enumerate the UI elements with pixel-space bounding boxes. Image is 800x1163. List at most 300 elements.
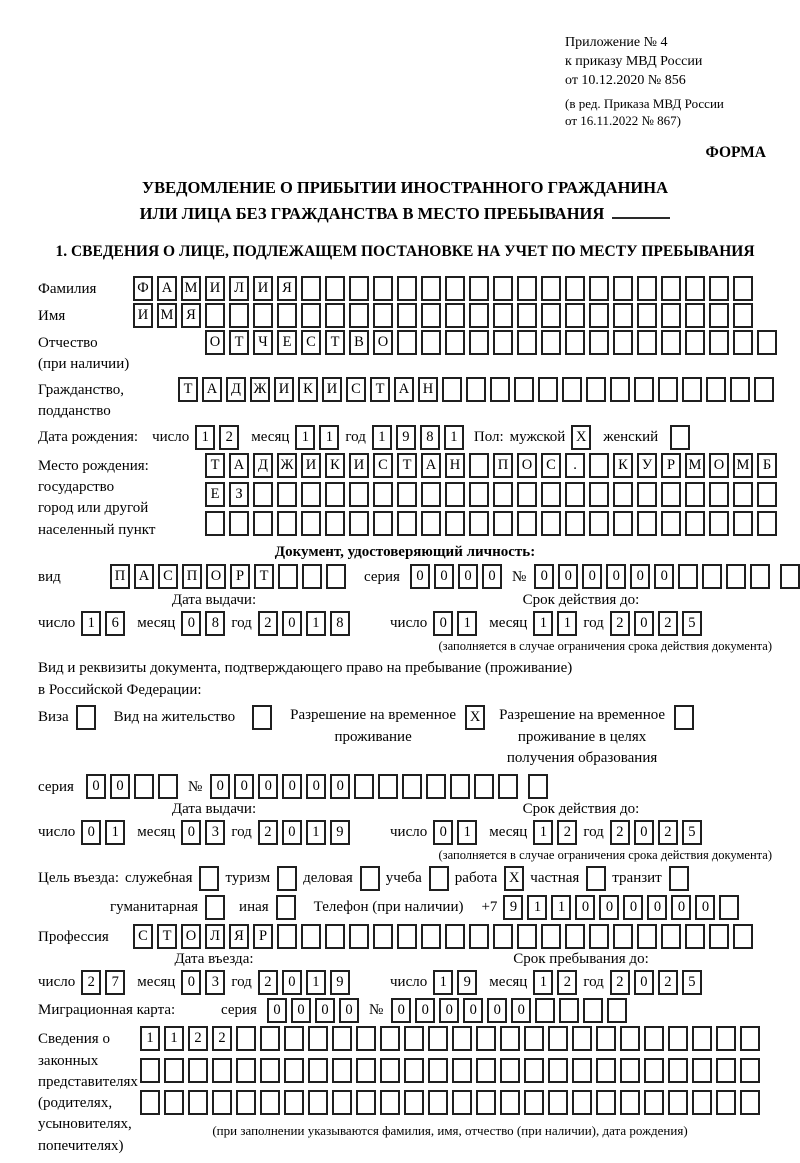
char-cell[interactable]: О [373,330,393,355]
char-cell[interactable]: 0 [415,998,435,1023]
char-cell[interactable] [212,1090,232,1115]
char-cell[interactable]: 0 [210,774,230,799]
char-cell[interactable] [637,511,657,536]
char-cell[interactable] [726,564,746,589]
char-cell[interactable] [164,1090,184,1115]
char-cell[interactable] [637,330,657,355]
char-cell[interactable]: Р [253,924,273,949]
char-cell[interactable] [229,303,249,328]
char-cell[interactable] [517,276,537,301]
char-cell[interactable] [428,1090,448,1115]
char-cell[interactable]: Р [661,453,681,478]
char-cell[interactable] [541,511,561,536]
char-cell[interactable] [442,377,462,402]
char-cell[interactable] [260,1026,280,1051]
char-cell[interactable]: Ч [253,330,273,355]
char-cell[interactable]: 2 [658,820,678,845]
char-cell[interactable]: Т [157,924,177,949]
char-cell[interactable] [421,276,441,301]
char-cell[interactable] [277,924,297,949]
char-cell[interactable] [308,1058,328,1083]
char-cell[interactable] [709,303,729,328]
char-cell[interactable] [373,924,393,949]
char-cell[interactable]: 0 [258,774,278,799]
char-cell[interactable] [373,511,393,536]
char-cell[interactable] [613,482,633,507]
char-cell[interactable] [733,482,753,507]
char-cell[interactable] [429,866,449,891]
char-cell[interactable]: И [205,276,225,301]
char-cell[interactable] [325,276,345,301]
char-cell[interactable]: 2 [188,1026,208,1051]
char-cell[interactable] [541,482,561,507]
char-cell[interactable]: М [181,276,201,301]
char-cell[interactable] [709,276,729,301]
char-cell[interactable] [469,303,489,328]
char-cell[interactable]: И [322,377,342,402]
char-cell[interactable]: 2 [658,611,678,636]
char-cell[interactable]: В [349,330,369,355]
char-cell[interactable]: Д [226,377,246,402]
char-cell[interactable] [397,924,417,949]
char-cell[interactable]: 0 [582,564,602,589]
char-cell[interactable]: Т [370,377,390,402]
char-cell[interactable] [354,774,374,799]
char-cell[interactable] [360,866,380,891]
char-cell[interactable]: Т [325,330,345,355]
char-cell[interactable]: К [325,453,345,478]
char-cell[interactable] [613,330,633,355]
char-cell[interactable]: 0 [282,820,302,845]
char-cell[interactable] [469,276,489,301]
char-cell[interactable]: 9 [330,970,350,995]
char-cell[interactable]: 1 [533,611,553,636]
char-cell[interactable]: О [709,453,729,478]
char-cell[interactable]: Я [277,276,297,301]
char-cell[interactable] [325,511,345,536]
char-cell[interactable]: Ф [133,276,153,301]
char-cell[interactable]: 1 [195,425,215,450]
char-cell[interactable] [252,705,272,730]
char-cell[interactable] [637,924,657,949]
char-cell[interactable] [469,511,489,536]
char-cell[interactable] [380,1026,400,1051]
char-cell[interactable]: Т [254,564,274,589]
char-cell[interactable] [733,330,753,355]
char-cell[interactable] [199,866,219,891]
char-cell[interactable] [445,482,465,507]
char-cell[interactable] [685,276,705,301]
char-cell[interactable]: 1 [457,820,477,845]
char-cell[interactable]: 0 [487,998,507,1023]
char-cell[interactable]: X [571,425,591,450]
char-cell[interactable] [76,705,96,730]
char-cell[interactable] [692,1058,712,1083]
char-cell[interactable]: 0 [623,895,643,920]
char-cell[interactable] [284,1058,304,1083]
char-cell[interactable] [685,511,705,536]
char-cell[interactable]: 1 [319,425,339,450]
char-cell[interactable] [709,511,729,536]
char-cell[interactable] [644,1026,664,1051]
char-cell[interactable] [349,482,369,507]
char-cell[interactable] [445,924,465,949]
char-cell[interactable]: 9 [396,425,416,450]
char-cell[interactable] [517,330,537,355]
char-cell[interactable] [445,303,465,328]
char-cell[interactable] [188,1090,208,1115]
char-cell[interactable] [380,1058,400,1083]
char-cell[interactable] [596,1058,616,1083]
char-cell[interactable]: 0 [558,564,578,589]
char-cell[interactable] [325,482,345,507]
char-cell[interactable] [277,511,297,536]
char-cell[interactable] [356,1058,376,1083]
char-cell[interactable]: 0 [267,998,287,1023]
char-cell[interactable]: С [158,564,178,589]
char-cell[interactable]: 1 [105,820,125,845]
char-cell[interactable] [236,1058,256,1083]
char-cell[interactable] [572,1058,592,1083]
char-cell[interactable] [565,276,585,301]
char-cell[interactable] [397,330,417,355]
char-cell[interactable] [421,511,441,536]
char-cell[interactable]: 0 [181,970,201,995]
char-cell[interactable] [301,482,321,507]
char-cell[interactable] [559,998,579,1023]
char-cell[interactable] [493,511,513,536]
char-cell[interactable] [572,1090,592,1115]
char-cell[interactable]: . [565,453,585,478]
char-cell[interactable] [661,276,681,301]
char-cell[interactable] [356,1090,376,1115]
char-cell[interactable] [733,276,753,301]
char-cell[interactable]: 1 [306,820,326,845]
char-cell[interactable]: 0 [86,774,106,799]
char-cell[interactable] [661,303,681,328]
char-cell[interactable] [668,1090,688,1115]
char-cell[interactable]: 2 [610,820,630,845]
char-cell[interactable] [140,1058,160,1083]
char-cell[interactable] [524,1058,544,1083]
char-cell[interactable] [565,303,585,328]
char-cell[interactable] [402,774,422,799]
char-cell[interactable]: 0 [315,998,335,1023]
char-cell[interactable] [750,564,770,589]
char-cell[interactable]: О [181,924,201,949]
char-cell[interactable] [397,303,417,328]
char-cell[interactable]: О [206,564,226,589]
char-cell[interactable]: Т [229,330,249,355]
char-cell[interactable] [349,511,369,536]
char-cell[interactable] [668,1058,688,1083]
char-cell[interactable] [589,303,609,328]
char-cell[interactable] [678,564,698,589]
char-cell[interactable] [301,276,321,301]
char-cell[interactable]: И [274,377,294,402]
char-cell[interactable]: С [301,330,321,355]
char-cell[interactable] [572,1026,592,1051]
char-cell[interactable]: А [134,564,154,589]
char-cell[interactable] [452,1090,472,1115]
char-cell[interactable]: 2 [557,970,577,995]
char-cell[interactable]: А [157,276,177,301]
char-cell[interactable] [682,377,702,402]
char-cell[interactable] [685,330,705,355]
char-cell[interactable] [685,924,705,949]
char-cell[interactable]: 3 [205,970,225,995]
char-cell[interactable] [692,1090,712,1115]
char-cell[interactable] [637,482,657,507]
char-cell[interactable] [236,1090,256,1115]
char-cell[interactable] [493,276,513,301]
char-cell[interactable]: 1 [533,970,553,995]
char-cell[interactable]: 0 [410,564,430,589]
char-cell[interactable]: 1 [306,611,326,636]
char-cell[interactable]: 1 [457,611,477,636]
char-cell[interactable]: 0 [695,895,715,920]
char-cell[interactable]: 1 [527,895,547,920]
char-cell[interactable]: С [541,453,561,478]
char-cell[interactable] [517,482,537,507]
char-cell[interactable] [421,924,441,949]
char-cell[interactable] [276,895,296,920]
char-cell[interactable] [284,1090,304,1115]
char-cell[interactable]: К [298,377,318,402]
char-cell[interactable] [445,330,465,355]
char-cell[interactable] [301,924,321,949]
char-cell[interactable] [277,866,297,891]
char-cell[interactable] [674,705,694,730]
char-cell[interactable] [780,564,800,589]
char-cell[interactable] [613,276,633,301]
char-cell[interactable] [613,511,633,536]
char-cell[interactable] [349,276,369,301]
char-cell[interactable] [404,1026,424,1051]
char-cell[interactable]: 2 [258,611,278,636]
char-cell[interactable]: 2 [81,970,101,995]
char-cell[interactable]: X [504,866,524,891]
char-cell[interactable]: 0 [282,611,302,636]
char-cell[interactable]: 0 [234,774,254,799]
char-cell[interactable] [498,774,518,799]
char-cell[interactable]: 0 [463,998,483,1023]
char-cell[interactable] [644,1090,664,1115]
char-cell[interactable]: 0 [647,895,667,920]
char-cell[interactable] [586,866,606,891]
char-cell[interactable]: 0 [181,611,201,636]
char-cell[interactable]: Л [229,276,249,301]
char-cell[interactable] [541,330,561,355]
char-cell[interactable]: 1 [81,611,101,636]
char-cell[interactable] [637,303,657,328]
char-cell[interactable] [620,1090,640,1115]
char-cell[interactable]: 0 [439,998,459,1023]
char-cell[interactable] [589,276,609,301]
char-cell[interactable]: 9 [330,820,350,845]
char-cell[interactable] [421,482,441,507]
char-cell[interactable] [583,998,603,1023]
char-cell[interactable]: Е [277,330,297,355]
char-cell[interactable] [589,482,609,507]
char-cell[interactable]: Ж [277,453,297,478]
char-cell[interactable] [380,1090,400,1115]
char-cell[interactable] [613,924,633,949]
char-cell[interactable] [620,1026,640,1051]
char-cell[interactable] [426,774,446,799]
char-cell[interactable] [685,303,705,328]
char-cell[interactable] [548,1090,568,1115]
char-cell[interactable] [308,1026,328,1051]
char-cell[interactable]: 0 [654,564,674,589]
char-cell[interactable] [757,511,777,536]
char-cell[interactable] [469,482,489,507]
char-cell[interactable]: 0 [181,820,201,845]
char-cell[interactable] [450,774,470,799]
char-cell[interactable]: Т [397,453,417,478]
char-cell[interactable] [661,482,681,507]
char-cell[interactable] [709,330,729,355]
char-cell[interactable] [349,924,369,949]
char-cell[interactable]: 1 [295,425,315,450]
char-cell[interactable] [548,1058,568,1083]
char-cell[interactable] [332,1026,352,1051]
char-cell[interactable] [253,303,273,328]
char-cell[interactable] [685,482,705,507]
char-cell[interactable]: 9 [457,970,477,995]
char-cell[interactable] [596,1026,616,1051]
char-cell[interactable] [607,998,627,1023]
char-cell[interactable]: П [493,453,513,478]
char-cell[interactable]: Н [418,377,438,402]
char-cell[interactable]: 0 [606,564,626,589]
char-cell[interactable] [349,303,369,328]
char-cell[interactable] [373,482,393,507]
char-cell[interactable] [541,303,561,328]
char-cell[interactable] [356,1026,376,1051]
char-cell[interactable]: 0 [511,998,531,1023]
char-cell[interactable]: 5 [682,611,702,636]
char-cell[interactable]: 1 [551,895,571,920]
char-cell[interactable]: 0 [434,564,454,589]
char-cell[interactable] [260,1058,280,1083]
char-cell[interactable]: С [346,377,366,402]
char-cell[interactable] [493,330,513,355]
char-cell[interactable] [404,1058,424,1083]
char-cell[interactable]: Ж [250,377,270,402]
char-cell[interactable]: 5 [682,970,702,995]
char-cell[interactable]: 0 [482,564,502,589]
char-cell[interactable] [466,377,486,402]
char-cell[interactable]: 0 [282,774,302,799]
char-cell[interactable]: 1 [444,425,464,450]
char-cell[interactable]: 2 [258,970,278,995]
char-cell[interactable]: 0 [634,970,654,995]
char-cell[interactable]: 0 [433,820,453,845]
char-cell[interactable]: 1 [372,425,392,450]
char-cell[interactable] [212,1058,232,1083]
char-cell[interactable]: 0 [391,998,411,1023]
char-cell[interactable]: Л [205,924,225,949]
char-cell[interactable] [205,303,225,328]
char-cell[interactable] [326,564,346,589]
char-cell[interactable] [500,1090,520,1115]
char-cell[interactable]: Н [445,453,465,478]
char-cell[interactable]: З [229,482,249,507]
char-cell[interactable] [757,482,777,507]
char-cell[interactable]: 0 [291,998,311,1023]
char-cell[interactable] [634,377,654,402]
char-cell[interactable] [658,377,678,402]
char-cell[interactable] [469,453,489,478]
char-cell[interactable]: М [157,303,177,328]
char-cell[interactable]: X [465,705,485,730]
char-cell[interactable] [517,511,537,536]
char-cell[interactable]: 6 [105,611,125,636]
char-cell[interactable] [740,1090,760,1115]
char-cell[interactable]: И [133,303,153,328]
char-cell[interactable]: 0 [630,564,650,589]
char-cell[interactable] [610,377,630,402]
char-cell[interactable]: 2 [219,425,239,450]
char-cell[interactable]: 2 [658,970,678,995]
char-cell[interactable]: 2 [557,820,577,845]
char-cell[interactable] [589,511,609,536]
char-cell[interactable] [474,774,494,799]
char-cell[interactable] [140,1090,160,1115]
char-cell[interactable] [476,1090,496,1115]
char-cell[interactable]: 3 [205,820,225,845]
char-cell[interactable]: А [229,453,249,478]
char-cell[interactable] [538,377,558,402]
char-cell[interactable]: М [733,453,753,478]
char-cell[interactable] [514,377,534,402]
char-cell[interactable] [706,377,726,402]
char-cell[interactable]: 5 [682,820,702,845]
char-cell[interactable]: С [133,924,153,949]
char-cell[interactable] [452,1058,472,1083]
char-cell[interactable] [493,482,513,507]
char-cell[interactable]: 9 [503,895,523,920]
char-cell[interactable]: 0 [458,564,478,589]
char-cell[interactable] [733,303,753,328]
char-cell[interactable] [428,1058,448,1083]
char-cell[interactable] [445,276,465,301]
char-cell[interactable]: 1 [140,1026,160,1051]
char-cell[interactable]: 0 [534,564,554,589]
char-cell[interactable]: О [205,330,225,355]
char-cell[interactable] [134,774,154,799]
char-cell[interactable] [517,924,537,949]
char-cell[interactable]: П [110,564,130,589]
char-cell[interactable]: 0 [634,820,654,845]
char-cell[interactable]: 0 [110,774,130,799]
char-cell[interactable] [730,377,750,402]
char-cell[interactable] [716,1058,736,1083]
char-cell[interactable] [302,564,322,589]
char-cell[interactable] [301,511,321,536]
char-cell[interactable]: Я [229,924,249,949]
char-cell[interactable]: П [182,564,202,589]
char-cell[interactable] [548,1026,568,1051]
char-cell[interactable] [670,425,690,450]
char-cell[interactable]: 1 [433,970,453,995]
char-cell[interactable] [397,511,417,536]
char-cell[interactable] [452,1026,472,1051]
char-cell[interactable] [253,482,273,507]
char-cell[interactable] [428,1026,448,1051]
char-cell[interactable] [188,1058,208,1083]
